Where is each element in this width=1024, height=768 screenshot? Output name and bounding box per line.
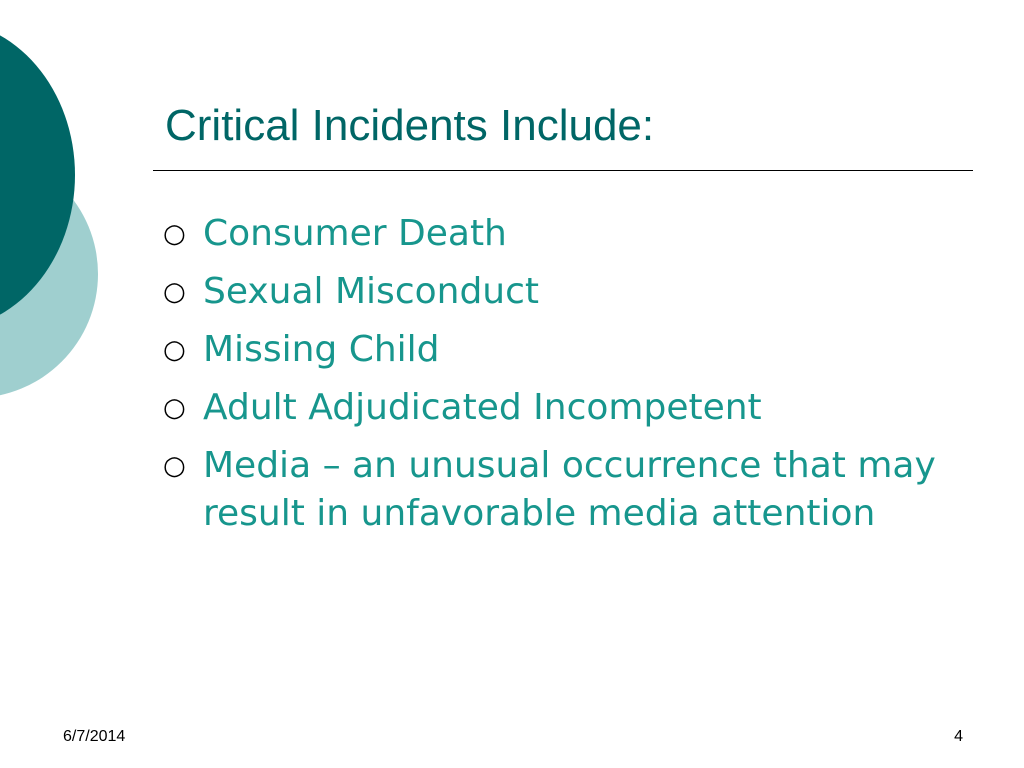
list-item (163, 442, 963, 538)
bullet-circle-icon: ○ (163, 393, 186, 423)
slide-title: Critical Incidents Include: (165, 101, 655, 150)
bullet-text: Adult Adjudicated Incompetent (203, 387, 762, 428)
list-item (163, 384, 963, 432)
page-number: 4 (954, 728, 963, 745)
bullet-circle-icon: ○ (163, 451, 186, 481)
bullet-text: Missing Child (203, 329, 440, 370)
bullet-text: Sexual Misconduct (203, 271, 540, 312)
bullet-text: Media – an unusual occurrence that may result in unfavorable media attention (203, 445, 936, 534)
footer-date: 6/7/2014 (63, 728, 126, 745)
bullet-circle-icon: ○ (163, 335, 186, 365)
list-item (163, 210, 963, 258)
title-divider (153, 170, 973, 171)
bullet-circle-icon: ○ (163, 219, 186, 249)
bullet-circle-icon: ○ (163, 277, 186, 307)
list-item (163, 268, 963, 316)
list-item (163, 326, 963, 374)
bullet-text: Consumer Death (203, 213, 507, 254)
bullet-list (163, 210, 963, 548)
